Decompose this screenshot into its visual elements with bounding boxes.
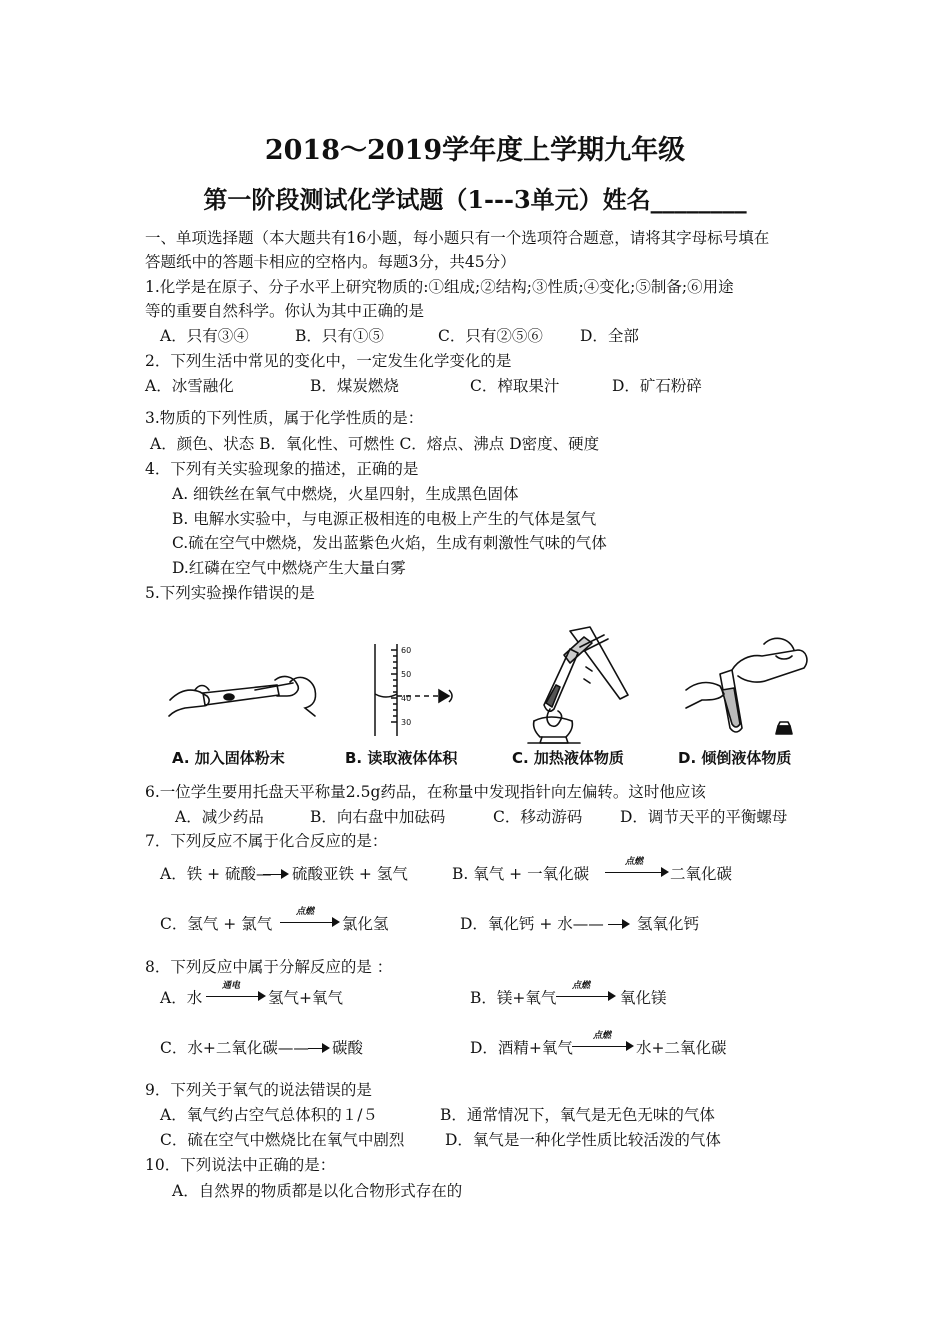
option-a: A．减少药品 — [175, 808, 264, 826]
option-b: B．通常情况下，氧气是无色无味的气体 — [440, 1106, 715, 1124]
tick-label: 60 — [401, 646, 412, 655]
reaction-d-products: 水+二氧化碳 — [636, 1039, 727, 1057]
reaction-arrow — [308, 1042, 330, 1054]
reaction-c-products: 碳酸 — [332, 1039, 364, 1057]
option-d: D．全部 — [580, 327, 639, 345]
question-stem: 2．下列生活中常见的变化中，一定发生化学变化的是 — [145, 352, 512, 370]
question-stem: 7．下列反应不属于化合反应的是： — [145, 832, 388, 850]
page-subtitle: 第一阶段测试化学试题（1---3单元）姓名________ — [203, 185, 747, 214]
reaction-d-reactants: D．氧化钙 + 水—— — [460, 915, 604, 933]
figure-caption-a: A. 加入固体粉末 — [172, 749, 285, 767]
option-a: A．只有③④ — [160, 327, 249, 345]
reaction-condition: 点燃 — [572, 981, 591, 991]
option-d: D．矿石粉碎 — [612, 377, 702, 395]
reaction-arrow — [572, 1040, 634, 1052]
option-d: D．调节天平的平衡螺母 — [620, 808, 788, 826]
question-stem: 4．下列有关实验现象的描述，正确的是 — [145, 460, 419, 478]
reaction-condition: 通电 — [222, 981, 241, 991]
tick-label: 50 — [401, 670, 412, 679]
tick-label: 30 — [401, 718, 412, 727]
reaction-arrow — [556, 990, 616, 1002]
question-stem: 6.一位学生要用托盘天平称量2.5g药品，在称量中发现指针向左偏转。这时他应该 — [145, 783, 706, 801]
option-d: D．氧气是一种化学性质比较活泼的气体 — [445, 1131, 721, 1149]
reaction-a-products: 氢气+氧气 — [268, 989, 343, 1007]
question-stem: 等的重要自然科学。你认为其中正确的是 — [145, 302, 425, 320]
option-a: A．自然界的物质都是以化合物形式存在的 — [172, 1182, 463, 1200]
section-heading: 答题纸中的答题卡相应的空格内。每题3分，共45分） — [145, 253, 516, 271]
graduated-cylinder-icon — [355, 640, 465, 740]
option-c: C．榨取果汁 — [470, 377, 560, 395]
option-b: B. 电解水实验中，与电源正极相连的电极上产生的气体是氢气 — [172, 510, 597, 528]
question-stem: 1.化学是在原子、分子水平上研究物质的:①组成;②结构;③性质;④变化;⑤制备;⑥用途 — [145, 278, 734, 296]
section-heading: 一、单项选择题（本大题共有16小题，每小题只有一个选项符合题意，请将其字母标号填在 — [145, 229, 770, 247]
reaction-b-reactants: B. 氧气 + 一氧化碳 — [452, 865, 590, 883]
question-stem: 10．下列说法中正确的是： — [145, 1156, 336, 1174]
pouring-liquid-icon — [680, 630, 815, 745]
reaction-d-reactants: D．酒精+氧气 — [470, 1039, 573, 1057]
option-b: B．向右盘中加砝码 — [310, 808, 446, 826]
question-stem: 8．下列反应中属于分解反应的是 ： — [145, 958, 393, 976]
question-stem: 3.物质的下列性质，属于化学性质的是： — [145, 409, 424, 427]
reaction-c-reactants: C．氢气 + 氯气 — [160, 915, 273, 933]
option-b: B．只有①⑤ — [295, 327, 384, 345]
reaction-b-reactants: B．镁+氧气 — [470, 989, 557, 1007]
heating-tube-icon — [520, 625, 640, 745]
figure-caption-d: D. 倾倒液体物质 — [678, 749, 792, 767]
reaction-c-reactants: C．水+二氧化碳—— — [160, 1039, 309, 1057]
reaction-a-reactants: A．水 — [160, 989, 203, 1007]
option-c: C．硫在空气中燃烧比在氧气中剧烈 — [160, 1131, 405, 1149]
option-d: D.红磷在空气中燃烧产生大量白雾 — [172, 559, 406, 577]
reaction-a-reactants: A．铁 + 硫酸— — [160, 865, 272, 883]
powder-into-tube-icon — [165, 660, 325, 735]
reaction-b-products: 二氧化碳 — [670, 865, 733, 883]
option-a: A．冰雪融化 — [145, 377, 234, 395]
reaction-arrow — [605, 866, 669, 878]
reaction-c-products: 氯化氢 — [342, 915, 389, 933]
reaction-b-products: 氧化镁 — [620, 989, 667, 1007]
option-b: B．煤炭燃烧 — [310, 377, 399, 395]
figure-caption-c: C. 加热液体物质 — [512, 749, 624, 767]
reaction-arrow — [280, 916, 340, 928]
option-c: C.硫在空气中燃烧，发出蓝紫色火焰，生成有刺激性气味的气体 — [172, 534, 607, 552]
reaction-arrow — [608, 918, 630, 930]
figure-caption-b: B. 读取液体体积 — [345, 749, 458, 767]
option-c: C．移动游码 — [493, 808, 583, 826]
reaction-condition: 点燃 — [625, 857, 644, 867]
reaction-a-products: 硫酸亚铁 + 氢气 — [292, 865, 408, 883]
option-a: A．氧气约占空气总体积的１/５ — [160, 1106, 378, 1124]
option-c: C．只有②⑤⑥ — [438, 327, 543, 345]
reaction-condition: 点燃 — [296, 907, 315, 917]
option-a: A. 细铁丝在氧气中燃烧，火星四射，生成黑色固体 — [172, 485, 519, 503]
reaction-arrow — [206, 990, 266, 1002]
reaction-arrow — [263, 868, 289, 880]
tick-label: 40 — [401, 694, 412, 703]
question-stem: 5.下列实验操作错误的是 — [145, 584, 315, 602]
reaction-d-products: 氢氧化钙 — [637, 915, 700, 933]
reaction-condition: 点燃 — [593, 1031, 612, 1041]
options-line: A．颜色、状态 B．氧化性、可燃性 C．熔点、沸点 D密度、硬度 — [150, 435, 600, 453]
page-title: 2018～2019学年度上学期九年级 — [264, 135, 686, 166]
question-stem: 9．下列关于氧气的说法错误的是 — [145, 1081, 372, 1099]
